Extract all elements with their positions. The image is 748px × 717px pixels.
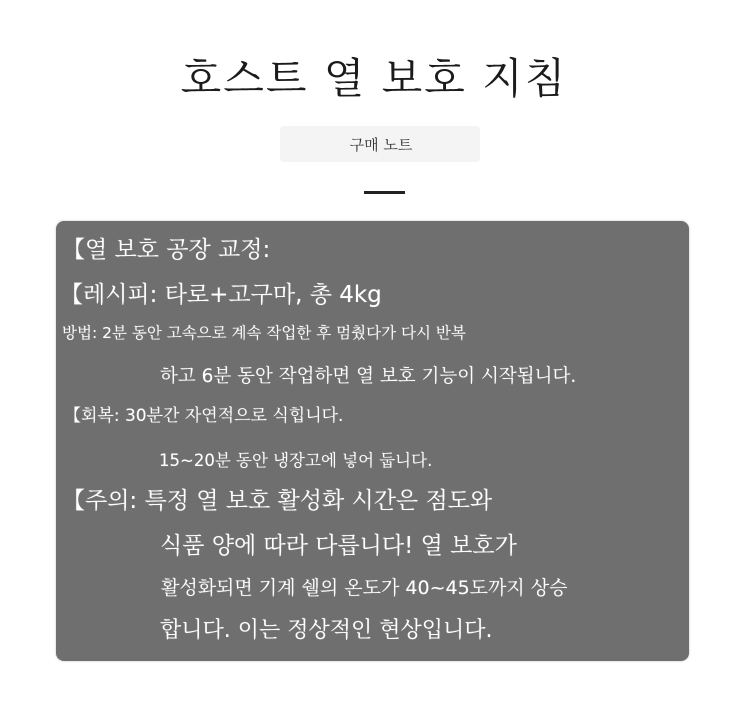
caution-line-4: 합니다. 이는 정상적인 현상입니다. bbox=[160, 618, 493, 643]
subtitle: 구매 노트 bbox=[349, 136, 413, 154]
recovery-line-2: 15~20분 동안 냉장고에 넣어 둡니다. bbox=[159, 451, 433, 470]
recovery-line-1: 【회복: 30분간 자연적으로 식힙니다. bbox=[64, 406, 344, 426]
title-divider bbox=[364, 191, 405, 194]
caution-line-2: 식품 양에 따라 다릅니다! 열 보호가 bbox=[160, 533, 517, 559]
recipe-line: 【레시피: 타로+고구마, 총 4kg bbox=[60, 282, 382, 308]
caution-line-3: 활성화되면 기계 쉘의 온도가 40~45도까지 상승 bbox=[161, 577, 568, 599]
factory-calibration-heading: 【열 보호 공장 교정: bbox=[62, 237, 271, 263]
method-line-2: 하고 6분 동안 작업하면 열 보호 기능이 시작됩니다. bbox=[160, 366, 577, 387]
caution-line-1: 【주의: 특정 열 보호 활성화 시간은 점도와 bbox=[62, 488, 493, 514]
method-line-1: 방법: 2분 동안 고속으로 계속 작업한 후 멈췄다가 다시 반복 bbox=[62, 324, 466, 342]
page-title: 호스트 열 보호 지침 bbox=[180, 54, 568, 103]
